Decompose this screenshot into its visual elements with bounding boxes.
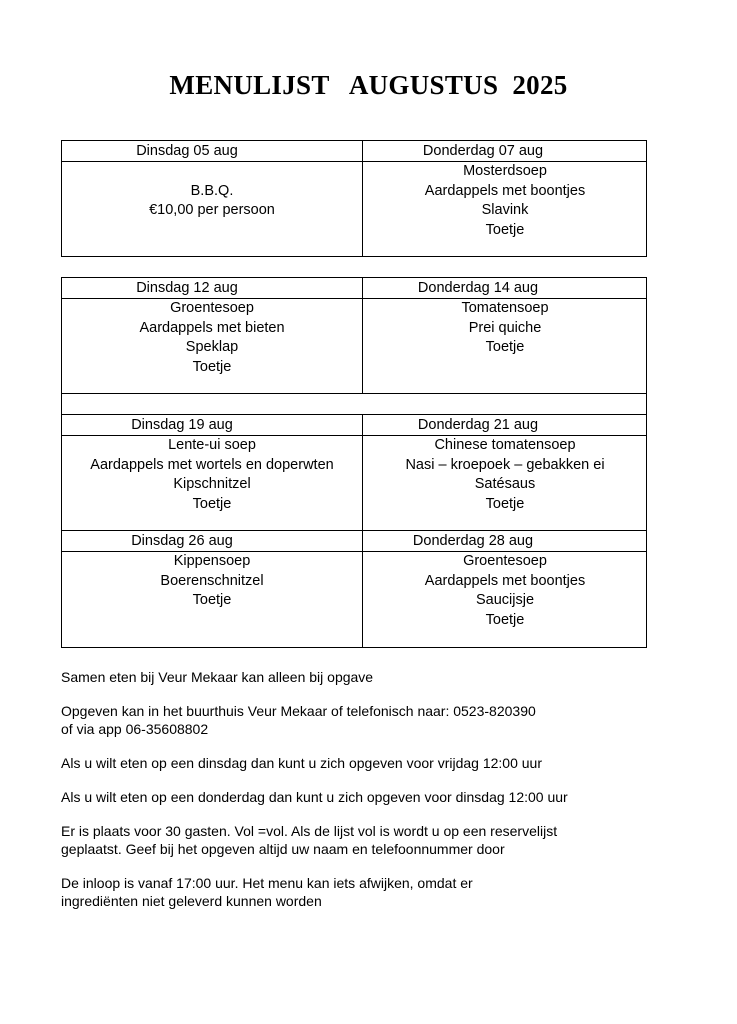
day-header-thursday: Donderdag 07 aug: [422, 143, 544, 159]
menu-item: Chinese tomatensoep: [434, 437, 576, 453]
menu-item: Aardappels met bieten: [139, 319, 285, 336]
menu-items-thursday: [363, 552, 647, 630]
note-how-to-register: [61, 702, 681, 738]
menu-items-thursday: [363, 436, 647, 514]
menu-item: Aardappels met wortels en doperwten: [90, 456, 334, 473]
note-thursday-deadline: Als u wilt eten op een donderdag dan kunt u zich opgeven voor dinsdag 12:00 uur: [61, 789, 568, 805]
day-header-tuesday: Dinsdag 26 aug: [131, 533, 233, 549]
menu-item: Toetje: [485, 221, 525, 238]
menu-item: Kippensoep: [173, 553, 251, 569]
menu-items-tuesday: [62, 436, 362, 514]
day-header-thursday: Donderdag 21 aug: [417, 417, 539, 433]
note-line: ingrediënten niet geleverd kunnen worden: [61, 893, 322, 909]
menu-item: Toetje: [192, 592, 232, 608]
day-header-thursday: Donderdag 28 aug: [412, 533, 534, 549]
day-header-thursday: Donderdag 14 aug: [417, 280, 539, 296]
menu-item: €10,00 per persoon: [149, 202, 275, 218]
day-header-tuesday: Dinsdag 19 aug: [131, 417, 233, 433]
menu-items-thursday: [363, 162, 647, 240]
menu-item: Mosterdsoep: [463, 163, 547, 179]
menu-item: Aardappels met boontjes: [424, 572, 586, 589]
menu-table-week-2: [61, 277, 647, 394]
menu-item: Toetje: [485, 339, 525, 355]
info-notes: [61, 668, 681, 926]
note-capacity: [61, 822, 681, 858]
menu-item: Aardappels met boontjes: [424, 182, 586, 199]
note-line: of via app 06-35608802: [61, 721, 209, 737]
menu-item: Toetje: [192, 358, 232, 375]
note-tuesday-deadline: Als u wilt eten op een dinsdag dan kunt u zich opgeven voor vrijdag 12:00 uur: [61, 755, 542, 771]
menu-item: Groentesoep: [463, 553, 547, 569]
menu-table-week-1: [61, 140, 647, 257]
menu-item: Prei quiche: [468, 319, 542, 336]
table-spacer: [61, 394, 647, 415]
menu-item: Tomatensoep: [461, 300, 549, 316]
note-registration-required: Samen eten bij Veur Mekaar kan alleen bij opgave: [61, 669, 374, 685]
menu-item: Toetje: [485, 495, 525, 512]
note-line: geplaatst. Geef bij het opgeven altijd uw naam en telefoonnummer door: [61, 841, 505, 857]
menu-item: Speklap: [185, 339, 239, 355]
menu-items-tuesday: [62, 162, 362, 221]
menu-item: Groentesoep: [170, 300, 254, 316]
menu-items-thursday: [363, 299, 647, 358]
menu-item: Saucijsje: [475, 592, 535, 608]
note-opening-time: [61, 874, 681, 910]
menu-item: Nasi – kroepoek – gebakken ei: [405, 456, 605, 473]
menu-items-tuesday: [62, 299, 362, 377]
menu-item: Toetje: [192, 495, 232, 512]
menu-item: B.B.Q.: [190, 182, 234, 199]
menu-item: Kipschnitzel: [173, 476, 251, 492]
page-title: MENULIJST AUGUSTUS 2025: [169, 70, 568, 100]
menu-item: Lente-ui soep: [168, 437, 256, 453]
menu-item: Satésaus: [474, 476, 536, 492]
menu-table-week-3: [61, 414, 647, 531]
menu-table-week-4: [61, 530, 647, 648]
note-line: Opgeven kan in het buurthuis Veur Mekaar of telefonisch naar: 0523-820390: [61, 703, 536, 719]
menu-item: Toetje: [485, 611, 525, 628]
menu-items-tuesday: [62, 552, 362, 611]
day-header-tuesday: Dinsdag 05 aug: [136, 143, 238, 159]
note-line: Er is plaats voor 30 gasten. Vol =vol. Als de lijst vol is wordt u op een reservelijst: [61, 823, 558, 839]
menu-item: Boerenschnitzel: [160, 572, 264, 589]
day-header-tuesday: Dinsdag 12 aug: [136, 280, 238, 296]
note-line: De inloop is vanaf 17:00 uur. Het menu kan iets afwijken, omdat er: [61, 875, 473, 891]
menu-item: [62, 162, 362, 182]
menu-item: Slavink: [481, 202, 529, 218]
